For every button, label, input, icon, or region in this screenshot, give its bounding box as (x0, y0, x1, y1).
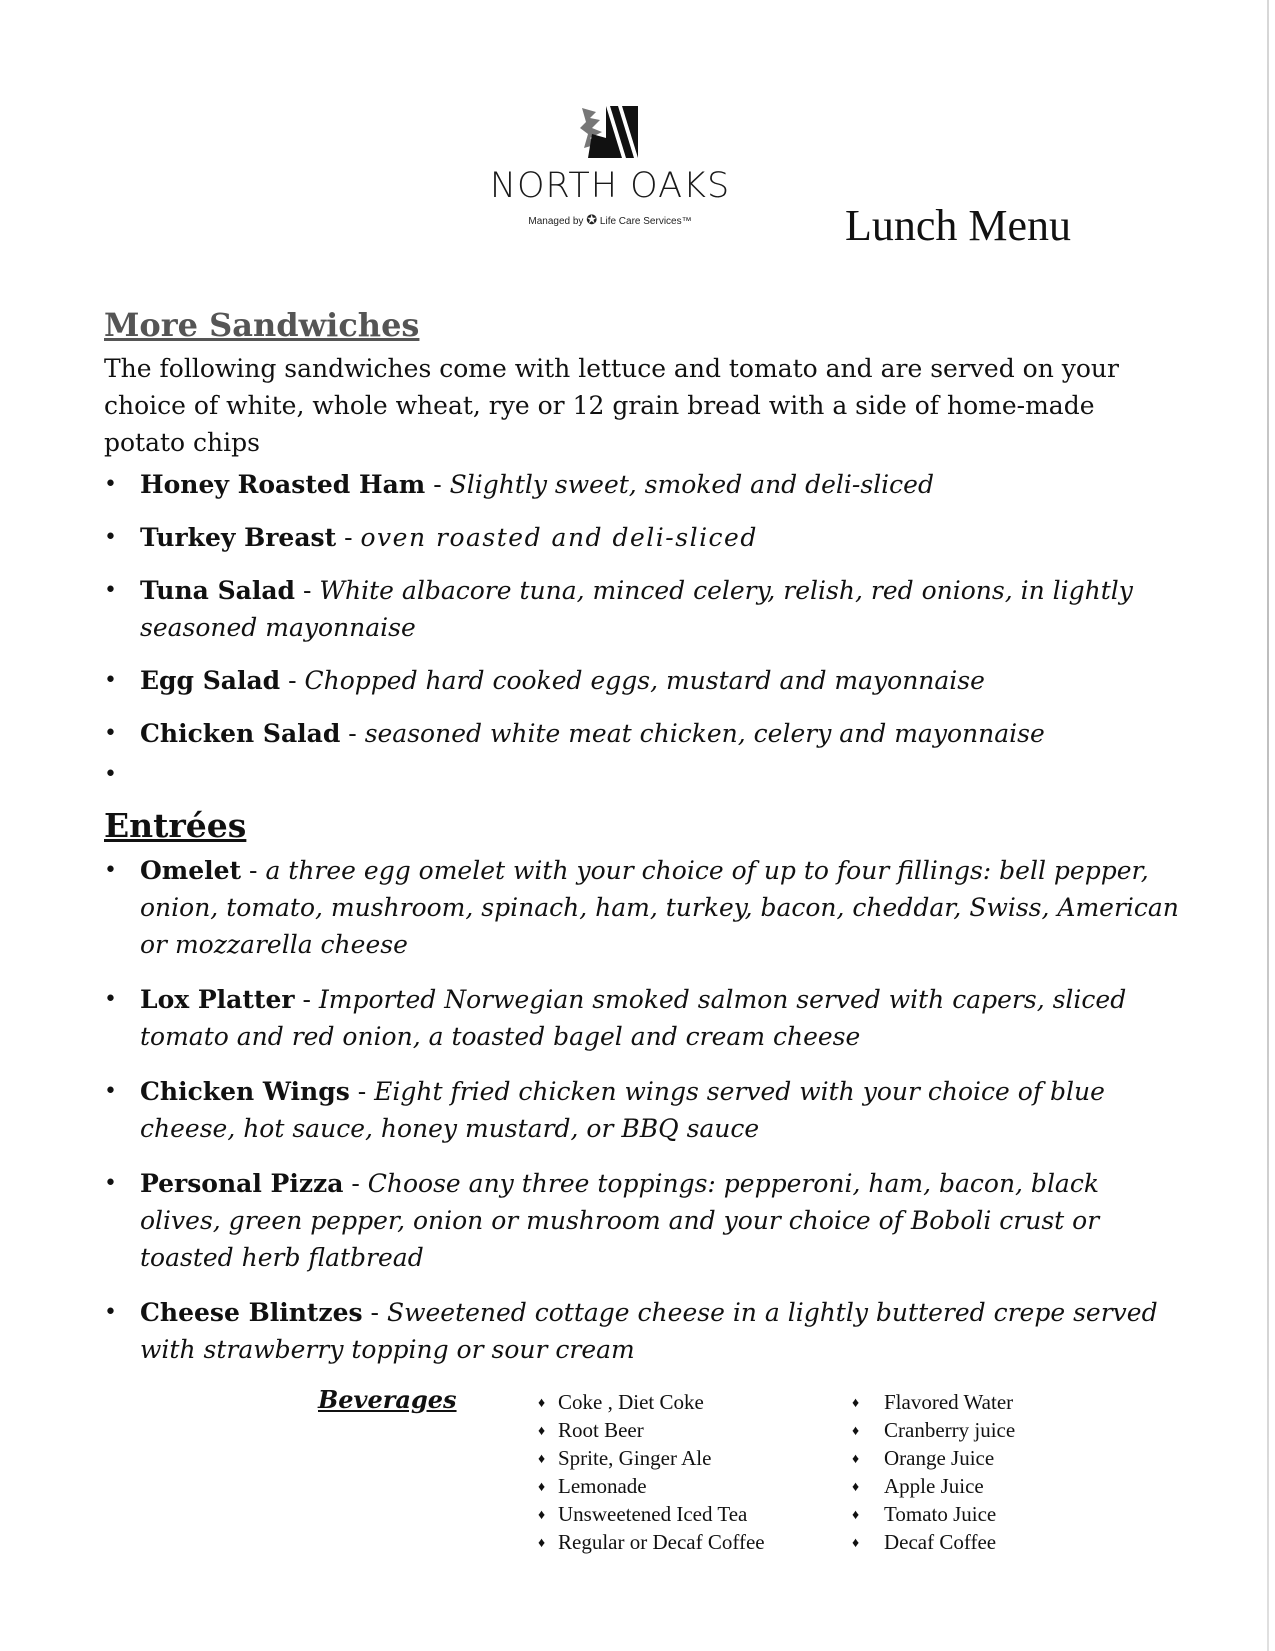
managed-company: Life Care Services™ (599, 216, 692, 227)
item-name: Tuna Salad (140, 576, 295, 605)
beverage-item: ♦ Root Beer (538, 1416, 765, 1444)
beverage-list-left (538, 1388, 765, 1556)
entree-list (104, 852, 1184, 1368)
beverage-item: ♦ Flavored Water (852, 1388, 1015, 1416)
sandwich-item: • Turkey Breast - oven roasted and deli-sliced (104, 519, 1184, 556)
beverage-item: ♦ Unsweetened Iced Tea (538, 1500, 765, 1528)
sandwich-item: • Chicken Salad - seasoned white meat chicken, celery and mayonnaise (104, 715, 1184, 752)
sandwich-list (104, 466, 1184, 793)
sandwich-item: • Tuna Salad - White albacore tuna, minced celery, relish, red onions, in lightly seasoned mayonnaise (104, 572, 1184, 646)
beverage-item: ♦ Decaf Coffee (852, 1528, 1015, 1556)
item-description: a three egg omelet with your choice of up to four fillings: bell pepper, onion, tomato, mushroom, spinach, ham, turkey, bacon, cheddar, Swiss, American or mozzarella cheese (140, 856, 1179, 959)
sandwiches-heading: More Sandwiches (104, 306, 420, 344)
item-name: Lox Platter (140, 985, 295, 1014)
beverage-item: ♦ Sprite, Ginger Ale (538, 1444, 765, 1472)
item-name: Cheese Blintzes (140, 1298, 363, 1327)
north-oaks-leaf-icon (578, 104, 642, 160)
item-name: Chicken Wings (140, 1077, 350, 1106)
item-name: Omelet (140, 856, 242, 885)
item-name: Chicken Salad (140, 719, 341, 748)
item-description: seasoned white meat chicken, celery and mayonnaise (364, 719, 1045, 748)
item-description: Eight fried chicken wings served with your choice of blue cheese, hot sauce, honey mustard, or BBQ sauce (140, 1077, 1105, 1143)
managed-prefix: Managed by (528, 216, 584, 227)
entree-item: • Lox Platter - Imported Norwegian smoked salmon served with capers, sliced tomato and red onion, a toasted bagel and cream cheese (104, 981, 1184, 1055)
item-name: Honey Roasted Ham (140, 470, 426, 499)
page-title: Lunch Menu (845, 201, 1072, 250)
beverage-item: ♦ Apple Juice (852, 1472, 1015, 1500)
empty-bullet (104, 756, 1184, 793)
item-description: Sweetened cottage cheese in a lightly buttered crepe served with strawberry topping or sour cream (140, 1298, 1158, 1364)
item-name: Turkey Breast (140, 523, 337, 552)
item-description: Slightly sweet, smoked and deli-sliced (449, 470, 934, 499)
logo-name: NORTH OAKS (489, 166, 731, 206)
item-description: White albacore tuna, minced celery, relish, red onions, in lightly seasoned mayonnaise (140, 576, 1133, 642)
entree-item: • Cheese Blintzes - Sweetened cottage cheese in a lightly buttered crepe served with strawberry topping or sour cream (104, 1294, 1184, 1368)
item-description: Chopped hard cooked eggs, mustard and mayonnaise (304, 666, 985, 695)
beverages-heading: Beverages (318, 1385, 457, 1414)
item-name: Egg Salad (140, 666, 281, 695)
sandwich-item: • Honey Roasted Ham - Slightly sweet, smoked and deli-sliced (104, 466, 1184, 503)
life-care-star-icon: ✪ (586, 212, 598, 227)
beverage-item: ♦ Orange Juice (852, 1444, 1015, 1472)
entree-item: • Chicken Wings - Eight fried chicken wings served with your choice of blue cheese, hot sauce, honey mustard, or BBQ sauce (104, 1073, 1184, 1147)
item-name: Personal Pizza (140, 1169, 344, 1198)
sandwich-item: • Egg Salad - Chopped hard cooked eggs, mustard and mayonnaise (104, 662, 1184, 699)
entrees-heading: Entrées (104, 806, 247, 845)
beverage-item: ♦ Regular or Decaf Coffee (538, 1528, 765, 1556)
item-description: Choose any three toppings: pepperoni, ham, bacon, black olives, green pepper, onion or mushroom and your choice of Boboli crust or toasted herb flatbread (140, 1169, 1100, 1272)
north-oaks-logo (480, 104, 740, 228)
beverage-item: ♦ Cranberry juice (852, 1416, 1015, 1444)
item-description: oven roasted and deli-sliced (360, 523, 758, 552)
beverage-list-right (852, 1388, 1015, 1556)
beverage-item: ♦ Tomato Juice (852, 1500, 1015, 1528)
beverage-item: ♦ Coke , Diet Coke (538, 1388, 765, 1416)
sandwiches-intro: The following sandwiches come with lettuce and tomato and are served on your choice of white, whole wheat, rye or 12 grain bread with a side of home-made potato chips (104, 354, 1119, 457)
entree-item: • Omelet - a three egg omelet with your choice of up to four fillings: bell pepper, onion, tomato, mushroom, spinach, ham, turkey, bacon, cheddar, Swiss, American or mozzarella cheese (104, 852, 1184, 963)
beverage-item: ♦ Lemonade (538, 1472, 765, 1500)
item-description: Imported Norwegian smoked salmon served with capers, sliced tomato and red onion, a toasted bagel and cream cheese (140, 985, 1127, 1051)
scan-edge (1267, 0, 1269, 1651)
entree-item: • Personal Pizza - Choose any three toppings: pepperoni, ham, bacon, black olives, green pepper, onion or mushroom and your choice of Boboli crust or toasted herb flatbread (104, 1165, 1184, 1276)
logo-managed-by (480, 212, 740, 228)
